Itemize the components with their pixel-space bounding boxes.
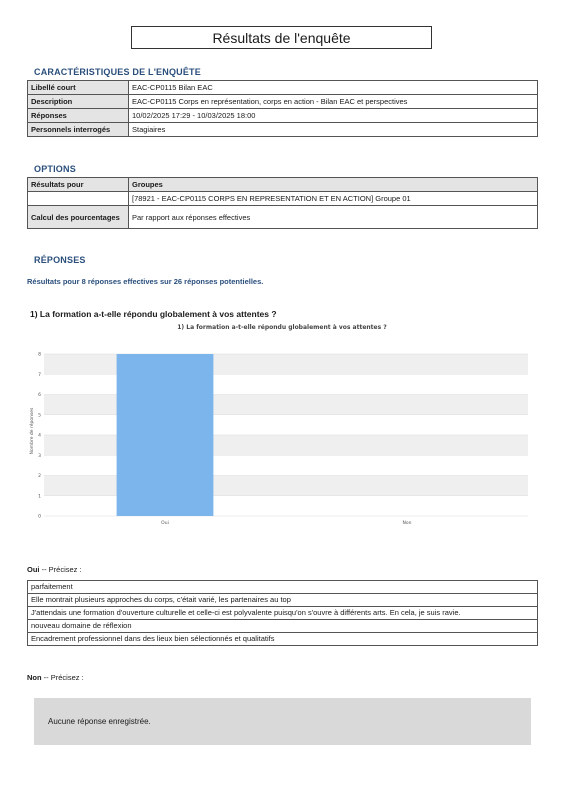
row-value: Groupes <box>129 178 538 192</box>
answer-item: nouveau domaine de réflexion <box>28 620 538 633</box>
table-row <box>28 123 538 137</box>
x-tick-label: Non <box>402 521 412 526</box>
bar-chart-svg <box>0 318 565 533</box>
table-row <box>28 192 538 206</box>
y-tick-label: 6 <box>38 393 41 398</box>
oui-heading <box>27 565 82 574</box>
y-tick-label: 1 <box>38 494 41 500</box>
y-tick-label: 5 <box>38 413 41 419</box>
options-heading: OPTIONS <box>34 164 76 174</box>
page-title: Résultats de l'enquête <box>131 26 432 49</box>
x-tick-label: Oui <box>161 521 169 526</box>
characteristics-table <box>27 80 538 137</box>
row-label: Calcul des pourcentages <box>28 206 129 229</box>
non-suffix: -- Précisez : <box>41 673 84 682</box>
row-value: Par rapport aux réponses effectives <box>129 206 538 229</box>
y-tick-label: 2 <box>38 474 41 479</box>
non-label: Non <box>27 673 42 682</box>
answer-item: parfaitement <box>28 581 538 594</box>
row-label: Résultats pour <box>28 178 129 192</box>
bar-chart <box>0 318 565 533</box>
oui-suffix: -- Précisez : <box>39 565 82 574</box>
options-table <box>27 177 538 229</box>
table-row <box>28 607 538 620</box>
oui-answers-table <box>27 580 538 646</box>
table-row <box>28 581 538 594</box>
row-value: EAC-CP0115 Bilan EAC <box>129 81 538 95</box>
row-value: Stagiaires <box>129 123 538 137</box>
y-tick-label: 8 <box>38 352 41 358</box>
chart-title: 1) La formation a-t-elle répondu globalement à vos attentes ? <box>177 324 387 331</box>
row-label: Description <box>28 95 129 109</box>
row-value: [78921 - EAC-CP0115 CORPS EN REPRESENTATION ET EN ACTION] Groupe 01 <box>129 192 538 206</box>
no-response-box: Aucune réponse enregistrée. <box>34 698 531 745</box>
row-value: EAC-CP0115 Corps en représentation, corps en action - Bilan EAC et perspectives <box>129 95 538 109</box>
row-label: Libellé court <box>28 81 129 95</box>
characteristics-heading: CARACTÉRISTIQUES DE L'ENQUÊTE <box>34 67 201 77</box>
answer-item: Elle montrait plusieurs approches du corps, c'était varié, les partenaires au top <box>28 594 538 607</box>
table-row <box>28 206 538 229</box>
oui-label: Oui <box>27 565 40 574</box>
chart-y-axis-label: Nombre de réponses <box>30 407 35 455</box>
question-title: 1) La formation a-t-elle répondu globalement à vos attentes ? <box>30 309 277 319</box>
table-row <box>28 81 538 95</box>
bar-oui <box>117 354 214 516</box>
table-row <box>28 178 538 192</box>
responses-summary: Résultats pour 8 réponses effectives sur 26 réponses potentielles. <box>27 277 264 286</box>
chart-y-ticks <box>38 352 41 520</box>
chart-x-ticks <box>161 520 411 526</box>
table-row <box>28 109 538 123</box>
answer-item: Encadrement professionnel dans des lieux bien sélectionnés et qualitatifs <box>28 633 538 646</box>
y-tick-label: 4 <box>38 433 41 439</box>
row-value: 10/02/2025 17:29 - 10/03/2025 18:00 <box>129 109 538 123</box>
row-label <box>28 192 129 206</box>
table-row <box>28 620 538 633</box>
row-label: Personnels interrogés <box>28 123 129 137</box>
table-row <box>28 594 538 607</box>
y-tick-label: 3 <box>38 453 41 459</box>
y-tick-label: 0 <box>38 514 41 520</box>
non-heading <box>27 673 84 682</box>
responses-heading: RÉPONSES <box>34 255 86 265</box>
chart-bars <box>117 354 214 516</box>
table-row <box>28 633 538 646</box>
y-tick-label: 7 <box>38 372 41 378</box>
table-row <box>28 95 538 109</box>
row-label: Réponses <box>28 109 129 123</box>
answer-item: J'attendais une formation d'ouverture culturelle et celle-ci est polyvalente puisqu'on s'ouvre à différents arts. En cela, je suis ravie. <box>28 607 538 620</box>
